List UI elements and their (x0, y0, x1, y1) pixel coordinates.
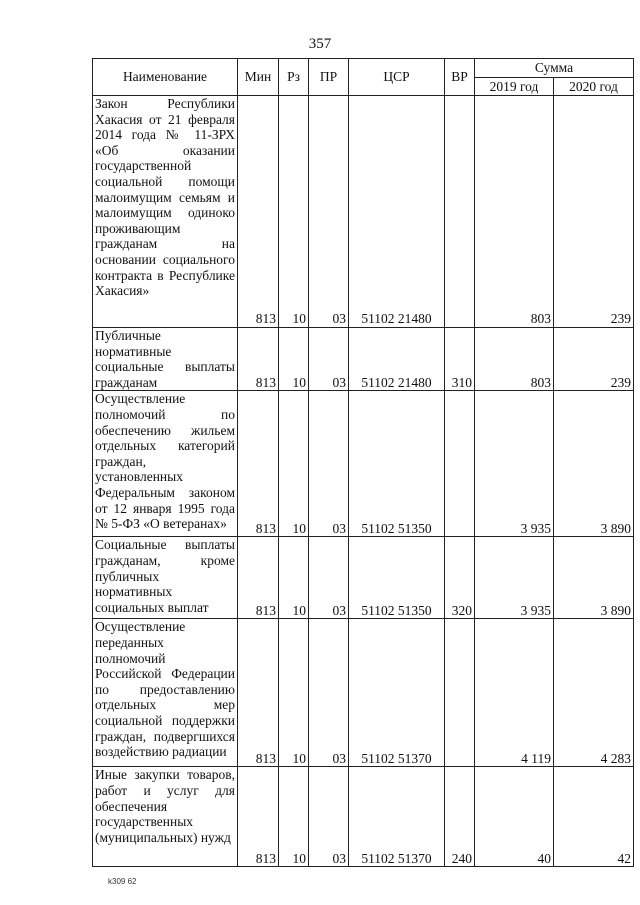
header-year-2020: 2020 год (554, 78, 634, 96)
row-vr: 310 (445, 328, 475, 391)
row-pr: 03 (309, 767, 349, 867)
row-vr (445, 391, 475, 537)
page-number: 357 (308, 36, 332, 52)
table-row (93, 619, 634, 767)
row-2020: 239 (554, 96, 634, 328)
row-rz: 10 (279, 328, 309, 391)
row-pr: 03 (309, 328, 349, 391)
header-name: Наименование (93, 59, 238, 96)
row-min: 813 (238, 96, 279, 328)
row-pr: 03 (309, 619, 349, 767)
row-vr: 320 (445, 537, 475, 619)
row-2020: 3 890 (554, 391, 634, 537)
row-rz: 10 (279, 767, 309, 867)
row-2019: 803 (475, 96, 554, 328)
row-pr: 03 (309, 537, 349, 619)
table-row (93, 96, 634, 328)
row-2020: 42 (554, 767, 634, 867)
row-csr: 51102 51370 (349, 619, 445, 767)
row-min: 813 (238, 328, 279, 391)
header-rz: Рз (279, 59, 309, 96)
row-rz: 10 (279, 537, 309, 619)
row-csr: 51102 51370 (349, 767, 445, 867)
row-rz: 10 (279, 619, 309, 767)
row-csr: 51102 21480 (349, 96, 445, 328)
row-pr: 03 (309, 391, 349, 537)
row-min: 813 (238, 767, 279, 867)
row-2020: 239 (554, 328, 634, 391)
header-csr: ЦСР (349, 59, 445, 96)
row-2019: 40 (475, 767, 554, 867)
row-name: Иные закупки товаров, работ и услуг для обеспечения государственных (муниципальных) нужд (93, 767, 238, 867)
header-pr: ПР (309, 59, 349, 96)
row-vr: 240 (445, 767, 475, 867)
row-csr: 51102 51350 (349, 391, 445, 537)
header-year-2019: 2019 год (475, 78, 554, 96)
table-row (93, 767, 634, 867)
row-2019: 3 935 (475, 537, 554, 619)
table-row (93, 391, 634, 537)
header-vr: ВР (445, 59, 475, 96)
row-min: 813 (238, 619, 279, 767)
row-rz: 10 (279, 391, 309, 537)
row-2020: 4 283 (554, 619, 634, 767)
row-csr: 51102 21480 (349, 328, 445, 391)
footer-code: k309 62 (108, 877, 137, 886)
header-sum: Сумма (475, 59, 634, 78)
row-2019: 3 935 (475, 391, 554, 537)
budget-table (92, 58, 634, 867)
row-vr (445, 619, 475, 767)
header-min: Мин (238, 59, 279, 96)
row-min: 813 (238, 537, 279, 619)
table-row (93, 537, 634, 619)
row-vr (445, 96, 475, 328)
row-name: Закон Республики Хакасия от 21 февраля 2014 года № 11-ЗРХ «Об оказании государственной социальной помощи малоимущим семьям и малоимущим одиноко проживающим гражданам на основании социального контракта в Республике Хакасия» (93, 96, 238, 328)
row-2019: 803 (475, 328, 554, 391)
row-name: Осуществление переданных полномочий Российской Федерации по предоставлению отдельных мер социальной поддержки граждан, подвергшихся воздействию радиации (93, 619, 238, 767)
row-csr: 51102 51350 (349, 537, 445, 619)
row-min: 813 (238, 391, 279, 537)
row-name: Осуществление полномочий по обеспечению жильем отдельных категорий граждан, установленных Федеральным законом от 12 января 1995 года № 5-ФЗ «О ветеранах» (93, 391, 238, 537)
row-name: Социальные выплаты гражданам, кроме публичных нормативных социальных выплат (93, 537, 238, 619)
row-pr: 03 (309, 96, 349, 328)
table-row (93, 328, 634, 391)
row-name: Публичные нормативные социальные выплаты гражданам (93, 328, 238, 391)
row-2020: 3 890 (554, 537, 634, 619)
row-2019: 4 119 (475, 619, 554, 767)
row-rz: 10 (279, 96, 309, 328)
